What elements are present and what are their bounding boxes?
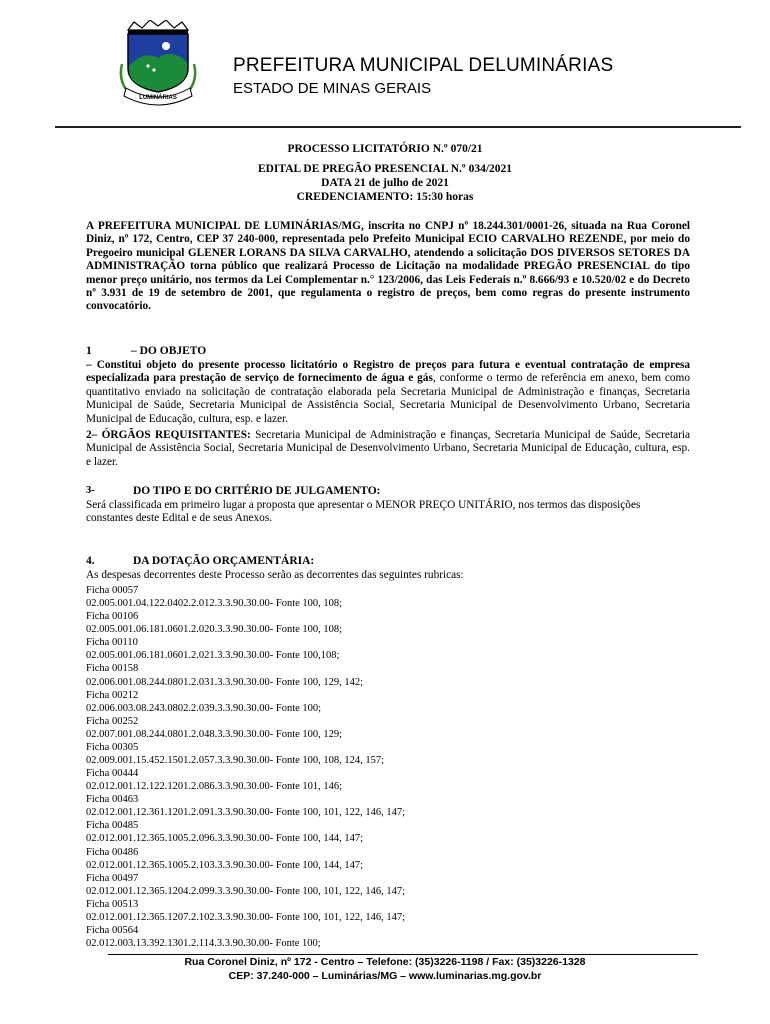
section-2-body (86, 429, 690, 469)
list-item: Ficha 00110 (86, 637, 138, 649)
municipal-crest-logo (114, 20, 202, 108)
list-item: 02.005.001.06.181.0601.2.020.3.3.90.30.00- Fonte 100, 108; (86, 624, 343, 636)
list-item: Ficha 00486 (86, 846, 139, 858)
list-item: 02.006.001.08.244.0801.2.031.3.3.90.30.00- Fonte 100, 129, 142; (86, 676, 364, 688)
section-4-title: DA DOTAÇÃO ORÇAMENTÁRIA: (133, 555, 315, 567)
list-item: 02.012.001.12.365.1204.2.099.3.3.90.30.00- Fonte 100, 101, 122, 146, 147; (86, 885, 406, 897)
section-1-body (86, 359, 690, 426)
edital-number: EDITAL DE PREGÃO PRESENCIAL N.º 034/2021 (257, 163, 513, 175)
list-item: 02.006.003.08.243.0802.2.039.3.3.90.30.00- Fonte 100; (86, 702, 322, 714)
edital-date: DATA 21 de julho de 2021 (321, 177, 449, 189)
list-item: 02.012.001.12.365.1005.2.096.3.3.90.30.00- Fonte 100, 144, 147; (86, 833, 364, 845)
list-item: Ficha 00158 (86, 663, 139, 675)
section-2-text: Secretaria Municipal de Administração e finanças, Secretaria Municipal de Saúde, Secretaria Municipal de Assistência Social, Secretaria Municipal de Desenvolvimento Urbano, Secretaria Municipal de Educação, cultura, esp. e lazer. (86, 429, 691, 468)
list-item: 02.009.001.15.452.1501.2.057.3.3.90.30.00- Fonte 100, 108, 124, 157; (86, 755, 385, 767)
section-3-title: DO TIPO E DO CRITÉRIO DE JULGAMENTO: (133, 485, 381, 497)
list-item: Ficha 00497 (86, 872, 139, 884)
section-1-bold: – Constitui objeto do presente processo licitatório o Registro de preços para futura e eventual contratação de empresa especializada para prestação de serviço de fornecimento de água e gás (86, 359, 690, 385)
svg-text:LUMINÁRIAS: LUMINÁRIAS (139, 95, 177, 101)
credenciamento-time: CREDENCIAMENTO: 15:30 horas (296, 191, 474, 203)
process-number: PROCESSO LICITATÓRIO N.º 070/21 (287, 143, 483, 155)
page-subtitle (233, 80, 431, 97)
budget-lines-list (86, 584, 405, 950)
page-title: PREFEITURA MUNICIPAL DELUMINÁRIAS (233, 55, 614, 76)
list-item: Ficha 00485 (86, 820, 139, 832)
header-divider (55, 126, 741, 128)
list-item: 02.012.001.12.365.1207.2.102.3.3.90.30.00- Fonte 100, 101, 122, 146, 147; (86, 911, 406, 923)
list-item: 02.012.003.13.392.1301.2.114.3.3.90.30.00- Fonte 100; (86, 938, 321, 950)
footer-divider (108, 954, 698, 955)
section-4-intro: As despesas decorrentes deste Processo serão as decorrentes das seguintes rubricas: (86, 569, 464, 581)
list-item: Ficha 00057 (86, 585, 139, 596)
list-item: 02.012.001.12.361.1201.2.091.3.3.90.30.00- Fonte 100, 101, 122, 146, 147; (86, 807, 406, 819)
list-item: Ficha 00106 (86, 611, 139, 623)
list-item: Ficha 00212 (86, 689, 139, 701)
list-item: 02.005.001.04.122.0402.2.012.3.3.90.30.00- Fonte 100, 108; (86, 598, 343, 610)
list-item: 02.012.001.12.365.1005.2.103.3.3.90.30.00- Fonte 100, 144, 147; (86, 859, 364, 871)
list-item: Ficha 00564 (86, 925, 139, 937)
section-1-text: , conforme o termo de referência em anexo, bem como quantitativo enviado na solicitação de contratação elaborada pela Secretaria Municipal de Administração e finanças, Secretaria Municipal de Saúde, Secretaria Municipal de Assistência Social, Secretaria Municipal de Desenvolvimento Urbano, Secretaria Municipal de Educação, cultura, esp. e lazer. (86, 372, 690, 425)
list-item: 02.005.001.06.181.0601.2.021.3.3.90.30.00- Fonte 100,108; (86, 650, 340, 662)
list-item: Ficha 00444 (86, 768, 139, 780)
list-item: Ficha 00463 (86, 794, 139, 806)
section-3-number: 3- (86, 485, 95, 496)
intro-paragraph: A PREFEITURA MUNICIPAL DE LUMINÁRIAS/MG, inscrita no CNPJ nº 18.244.301/0001-26, situada na Rua Coronel Diniz, nº 172, Centro, CEP 37 240-000, representada pelo Prefeito Municipal ECIO CARVALHO REZENDE, por meio do Pregoeiro municipal GLENER LORANS DA SILVA CARVALHO, atendendo a solicitação DOS DIVERSOS SETORES DA ADMINISTRAÇÃO torna público que realizará Processo de Licitação na modalidade PREGÃO PRESENCIAL do tipo menor preço unitário, nos termos da Lei Complementar n.° 123/2006, das Leis Federais n.º 8.666/93 e 10.520/02 e do Decreto nº 3.931 de 19 de setembro de 2001, que regulamenta o registro de preços, bem como regras do presente instrumento convocatório. (86, 220, 690, 313)
section-1-number: 1 (86, 345, 92, 357)
section-4-number: 4. (86, 555, 95, 567)
footer-address: Rua Coronel Diniz, nº 172 - Centro – Telefone: (35)3226-1198 / Fax: (35)3226-1328 (184, 956, 586, 968)
list-item: Ficha 00252 (86, 715, 139, 727)
footer-contact: CEP: 37.240-000 – Luminárias/MG – www.luminarias.mg.gov.br (228, 970, 542, 982)
list-item: Ficha 00513 (86, 898, 139, 910)
state-name: ESTADO DE MINAS GERAIS (233, 80, 432, 97)
list-item: Ficha 00305 (86, 741, 139, 753)
list-item: 02.012.001.12.122.1201.2.086.3.3.90.30.00- Fonte 101, 146; (86, 781, 343, 793)
section-3-text: Será classificada em primeiro lugar a proposta que apresentar o MENOR PREÇO UNITÁRIO, nos termos das disposições constantes deste Edital e de seus Anexos. (86, 499, 641, 525)
section-1-title: – DO OBJETO (131, 345, 207, 357)
section-2-title: 2– ÓRGÃOS REQUISITANTES: (86, 429, 251, 441)
list-item: 02.007.001.08.244.0801.2.048.3.3.90.30.00- Fonte 100, 129; (86, 728, 343, 740)
